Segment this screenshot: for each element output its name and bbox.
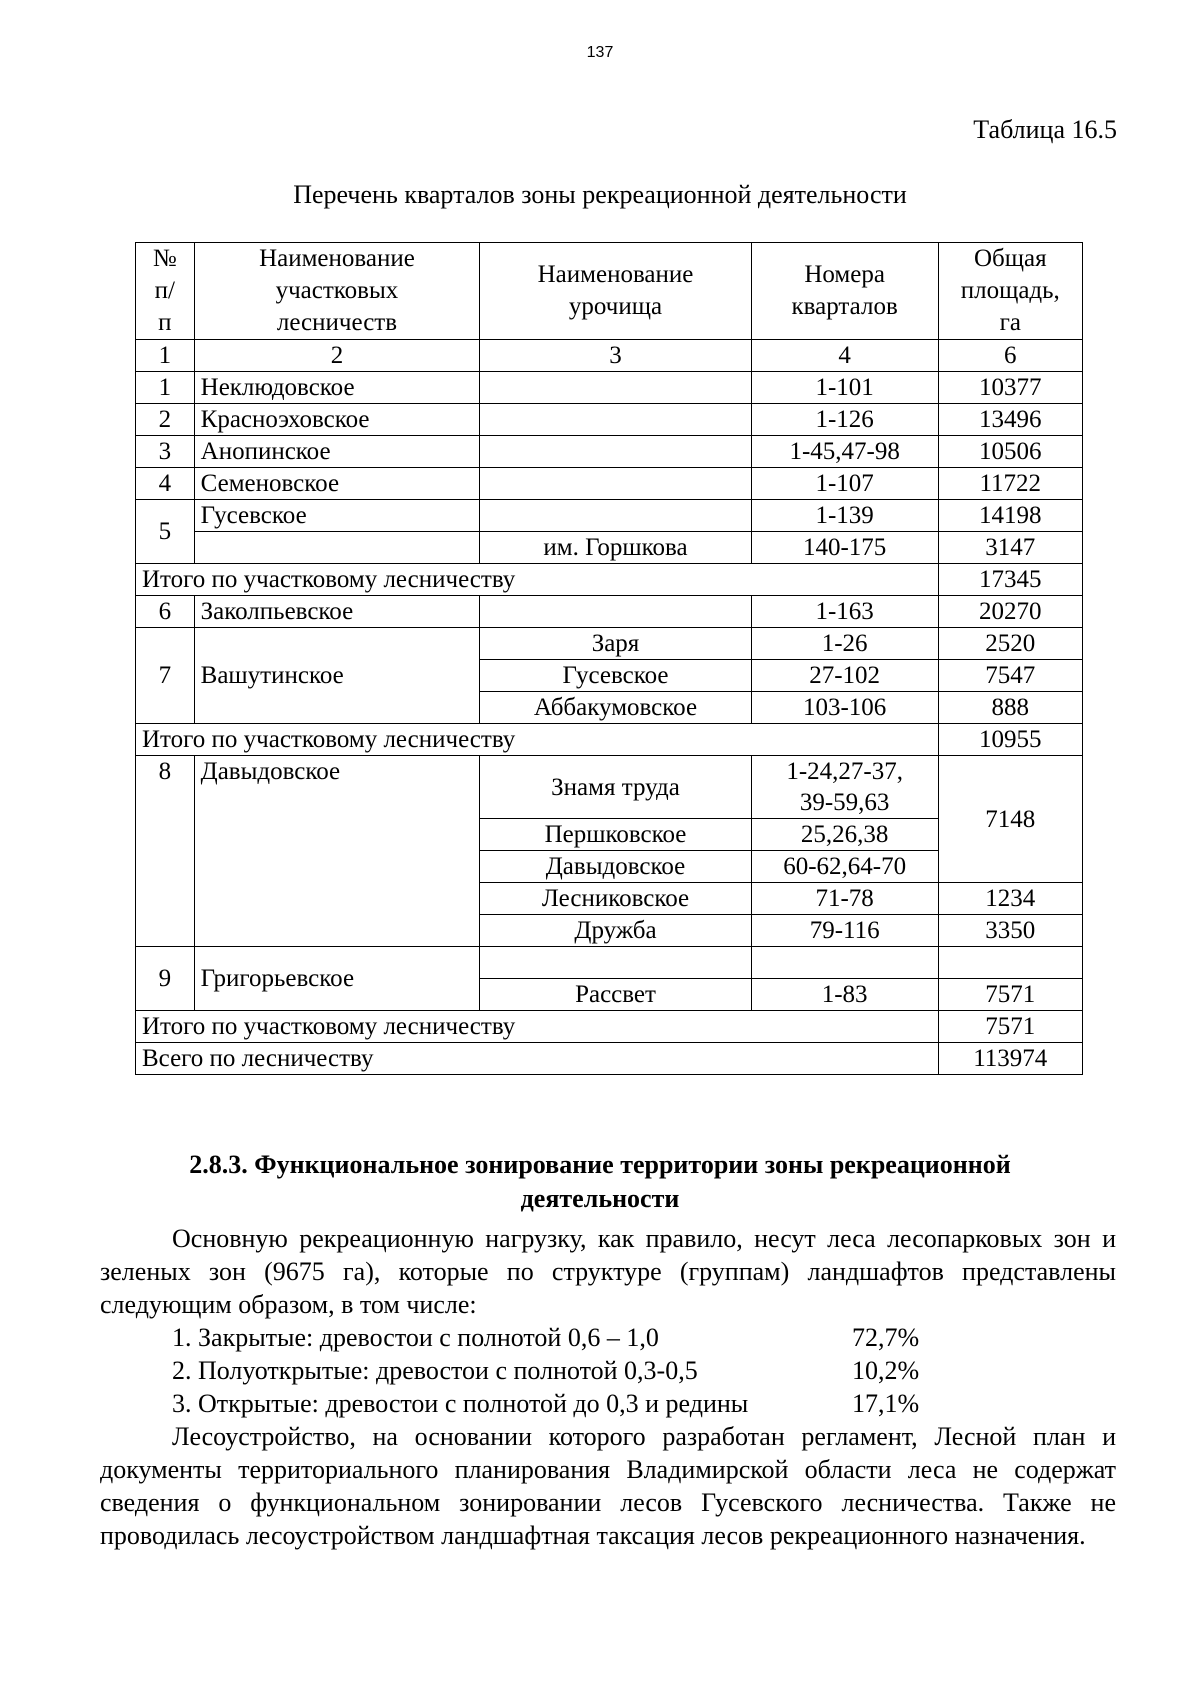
subtotal-value: 10955 (938, 724, 1082, 756)
table-cell (194, 532, 480, 564)
table-cell: Аббакумовское (480, 692, 752, 724)
table-row (136, 628, 1083, 660)
subtotal-value: 7571 (938, 1011, 1082, 1043)
table-cell: Заколпьевское (194, 596, 480, 628)
table-cell: 25,26,38 (751, 819, 938, 851)
table-cell: 20270 (938, 596, 1082, 628)
table-cell: 3350 (938, 915, 1082, 947)
list-item: 2. Полуоткрытые: древостои с полнотой 0,3-0,5 10,2% (172, 1356, 920, 1385)
table-cell (480, 468, 752, 500)
table-cell (751, 947, 938, 979)
table-cell: 1-139 (751, 500, 938, 532)
table-cell: Гусевское (194, 500, 480, 532)
table-cell: Давыдовское (480, 851, 752, 883)
subtotal-row (136, 724, 1083, 756)
table-cell: 3 (480, 340, 752, 372)
subtotal-row (136, 564, 1083, 596)
table-cell: 2 (194, 340, 480, 372)
table-cell: 6 (938, 340, 1082, 372)
quarters-table (135, 242, 1083, 1075)
table-cell: 4 (136, 468, 195, 500)
page-number: 137 (586, 44, 614, 61)
table-cell (480, 404, 752, 436)
table-row (136, 436, 1083, 468)
table-cell: 1-83 (751, 979, 938, 1011)
table-cell: Рассвет (480, 979, 752, 1011)
subtotal-label: Итого по участковому лесничеству (136, 564, 939, 596)
table-label: Таблица 16.5 (973, 115, 1117, 144)
table-cell: 1 (136, 372, 195, 404)
header-quarters: Номера кварталов (751, 243, 938, 340)
table-cell: 1-24,27-37, 39-59,63 (751, 756, 938, 819)
total-row (136, 1043, 1083, 1075)
table-cell: 9 (136, 947, 195, 1011)
table-cell: 888 (938, 692, 1082, 724)
table-cell: Семеновское (194, 468, 480, 500)
table-cell: 1-107 (751, 468, 938, 500)
header-num: № п/ п (136, 243, 195, 340)
table-row (136, 596, 1083, 628)
table-cell: Гусевское (480, 660, 752, 692)
table-cell: 13496 (938, 404, 1082, 436)
header-tract: Наименование урочища (480, 243, 752, 340)
table-cell: 1-163 (751, 596, 938, 628)
table-cell: 1 (136, 340, 195, 372)
subtotal-value: 17345 (938, 564, 1082, 596)
table-cell: Першковское (480, 819, 752, 851)
table-row (136, 372, 1083, 404)
table-row (136, 947, 1083, 979)
table-cell: 1-101 (751, 372, 938, 404)
table-cell: Знамя труда (480, 756, 752, 819)
subtotal-row (136, 1011, 1083, 1043)
table-cell: Вашутинское (194, 628, 480, 724)
table-cell (480, 436, 752, 468)
table-title: Перечень кварталов зоны рекреационной деятельности (293, 180, 907, 209)
table-cell: 3147 (938, 532, 1082, 564)
table-cell (480, 596, 752, 628)
list-item: 3. Открытые: древостои с полнотой до 0,3 и редины 17,1% (172, 1389, 920, 1418)
section-heading: 2.8.3. Функциональное зонирование территории зоны рекреационной деятельности (189, 1150, 1011, 1213)
table-cell (480, 500, 752, 532)
table-cell: 140-175 (751, 532, 938, 564)
table-cell: им. Горшкова (480, 532, 752, 564)
total-label: Всего по лесничеству (136, 1043, 939, 1075)
table-cell: 27-102 (751, 660, 938, 692)
table-cell: 4 (751, 340, 938, 372)
table-cell: 7547 (938, 660, 1082, 692)
table-cell: 7148 (938, 756, 1082, 883)
table-cell: 60-62,64-70 (751, 851, 938, 883)
table-cell: 103-106 (751, 692, 938, 724)
table-cell: Давыдовское (194, 756, 480, 947)
table-cell: 6 (136, 596, 195, 628)
table-row (136, 500, 1083, 532)
table-cell (480, 947, 752, 979)
table-row (136, 532, 1083, 564)
table-row (136, 468, 1083, 500)
table-cell: 14198 (938, 500, 1082, 532)
table-row (136, 756, 1083, 819)
header-area: Общая площадь, га (938, 243, 1082, 340)
table-cell: 10506 (938, 436, 1082, 468)
table-cell: 11722 (938, 468, 1082, 500)
table-cell: 7571 (938, 979, 1082, 1011)
list-item: 1. Закрытые: древостои с полнотой 0,6 – 1,0 72,7% (172, 1323, 920, 1352)
table-cell: Красноэховское (194, 404, 480, 436)
total-value: 113974 (938, 1043, 1082, 1075)
column-number-row (136, 340, 1083, 372)
table-cell: 71-78 (751, 883, 938, 915)
table-cell: 8 (136, 756, 195, 947)
table-cell: Дружба (480, 915, 752, 947)
table-cell: 3 (136, 436, 195, 468)
header-forestry: Наименование участковых лесничеств (194, 243, 480, 340)
table-cell: 1-126 (751, 404, 938, 436)
paragraph-intro: Основную рекреационную нагрузку, как правило, несут леса лесопарковых зон и зеленых зон (9675 га), которые по структуре (группам) ландшафтов представлены следующим образом, в том числе: (100, 1224, 1116, 1319)
table-cell: 1234 (938, 883, 1082, 915)
table-cell: Григорьевское (194, 947, 480, 1011)
table-cell: 7 (136, 628, 195, 724)
table-cell: Неклюдовское (194, 372, 480, 404)
subtotal-label: Итого по участковому лесничеству (136, 1011, 939, 1043)
table-header-row (136, 243, 1083, 340)
table-cell: 10377 (938, 372, 1082, 404)
table-cell (938, 947, 1082, 979)
table-cell: 79-116 (751, 915, 938, 947)
table-cell: 2 (136, 404, 195, 436)
table-cell: 5 (136, 500, 195, 564)
table-cell: Лесниковское (480, 883, 752, 915)
table-cell: 2520 (938, 628, 1082, 660)
table-row (136, 404, 1083, 436)
paragraph-conclusion: Лесоустройство, на основании которого разработан регламент, Лесной план и документы территориального планирования Владимирской области леса не содержат сведения о функциональном зонировании лесов Гусевского лесничества. Также не проводилась лесоустройством ландшафтная таксация лесов рекреационного назначения. (100, 1422, 1116, 1550)
subtotal-label: Итого по участковому лесничеству (136, 724, 939, 756)
table-cell (480, 372, 752, 404)
table-cell: Заря (480, 628, 752, 660)
table-cell: 1-26 (751, 628, 938, 660)
table-cell: 1-45,47-98 (751, 436, 938, 468)
table-cell: Анопинское (194, 436, 480, 468)
